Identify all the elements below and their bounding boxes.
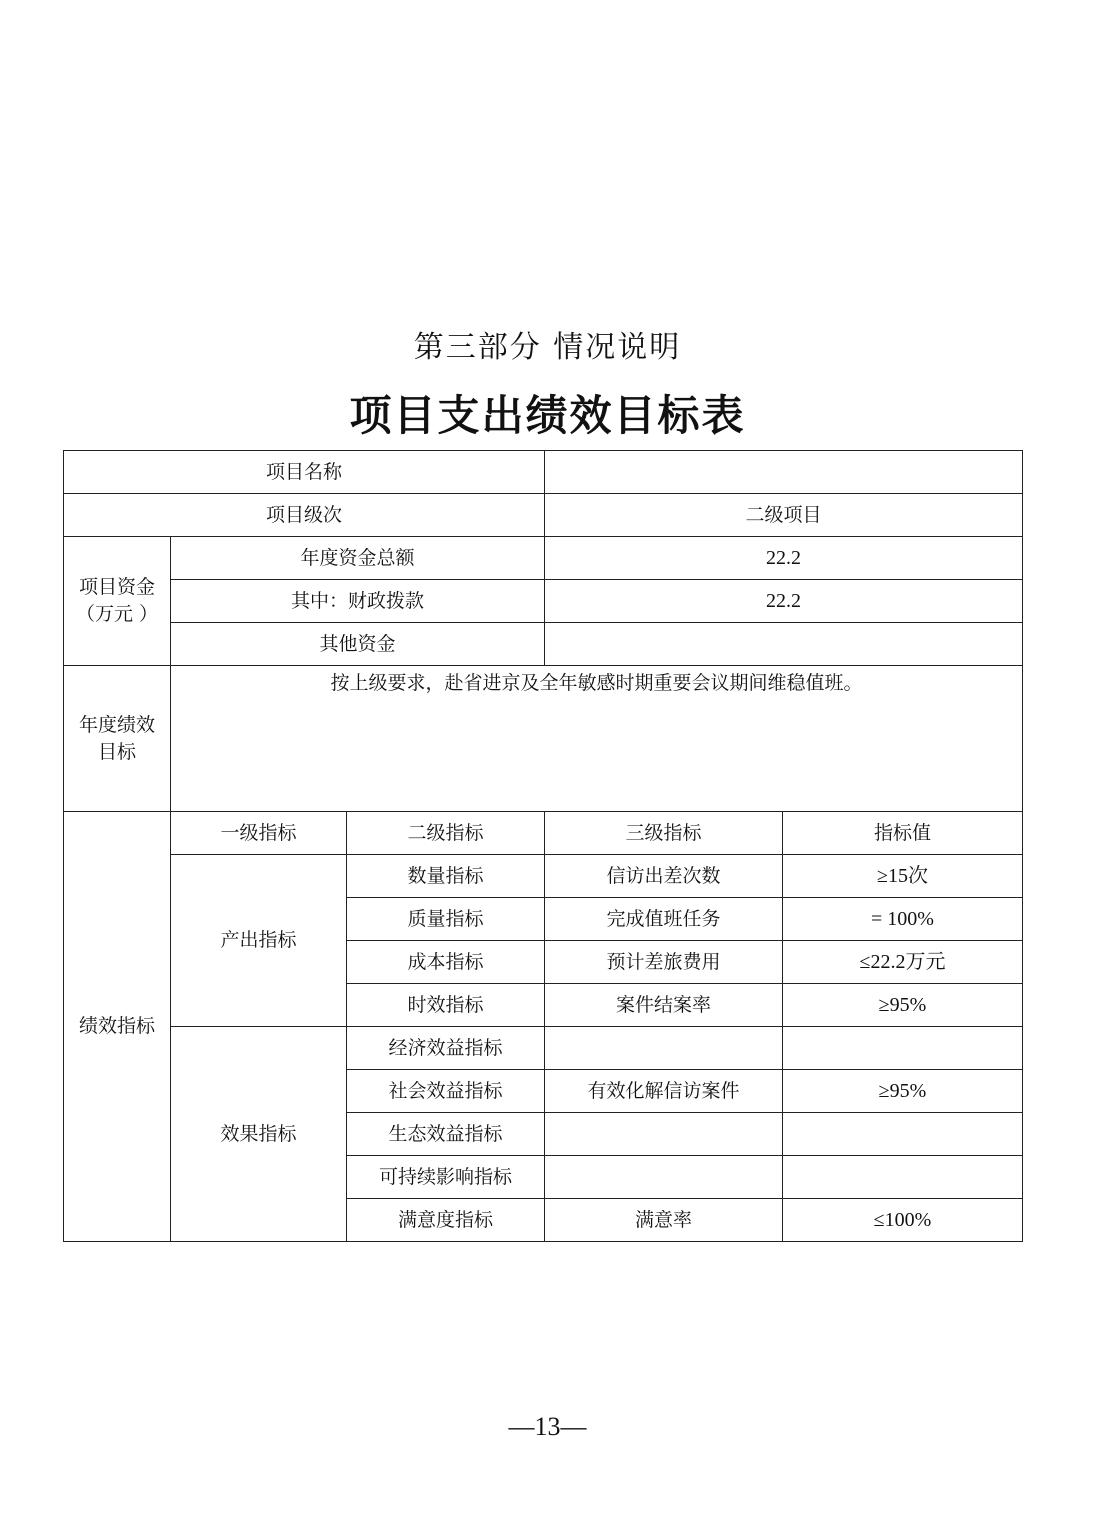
indicator-value	[783, 1113, 1023, 1156]
section-title: 第三部分 情况说明	[413, 330, 682, 365]
table-row	[64, 855, 1023, 898]
annual-goal-text: 按上级要求，赴省进京及全年敏感时期重要会议期间维稳值班。	[171, 666, 1023, 812]
funds-fiscal-label: 其中：财政拨款	[171, 580, 545, 623]
indicator-value: ≥95%	[783, 984, 1023, 1027]
indicator-level3: 信访出差次数	[545, 855, 783, 898]
indicator-level2: 可持续影响指标	[347, 1156, 545, 1199]
indicator-level3: 预计差旅费用	[545, 941, 783, 984]
indicator-level3	[545, 1113, 783, 1156]
funds-other-value	[545, 623, 1023, 666]
table-row	[64, 666, 1023, 812]
table-row	[64, 451, 1023, 494]
funds-fiscal-value: 22.2	[545, 580, 1023, 623]
indicator-value: ≤22.2万元	[783, 941, 1023, 984]
header-level2: 二级指标	[347, 812, 545, 855]
indicator-level2: 满意度指标	[347, 1199, 545, 1242]
table-row	[64, 580, 1023, 623]
project-name-value	[545, 451, 1023, 494]
funds-total-value: 22.2	[545, 537, 1023, 580]
indicator-level2: 质量指标	[347, 898, 545, 941]
indicator-value	[783, 1027, 1023, 1070]
indicator-level3: 有效化解信访案件	[545, 1070, 783, 1113]
table-row	[64, 537, 1023, 580]
header-value: 指标值	[783, 812, 1023, 855]
table-row	[64, 1027, 1023, 1070]
table-row	[64, 812, 1023, 855]
header-level3: 三级指标	[545, 812, 783, 855]
indicator-level3	[545, 1027, 783, 1070]
project-level-label: 项目级次	[64, 494, 545, 537]
effect-group-label: 效果指标	[171, 1027, 347, 1242]
table-row	[64, 494, 1023, 537]
indicator-level2: 经济效益指标	[347, 1027, 545, 1070]
indicator-value: = 100%	[783, 898, 1023, 941]
output-group-label: 产出指标	[171, 855, 347, 1027]
project-name-label: 项目名称	[64, 451, 545, 494]
indicator-level2: 生态效益指标	[347, 1113, 545, 1156]
indicator-value: ≤100%	[783, 1199, 1023, 1242]
indicator-value: ≥15次	[783, 855, 1023, 898]
indicator-value: ≥95%	[783, 1070, 1023, 1113]
funds-label: 项目资金 （万元 ）	[64, 537, 171, 666]
indicator-level3: 满意率	[545, 1199, 783, 1242]
indicator-level2: 数量指标	[347, 855, 545, 898]
table-row	[64, 623, 1023, 666]
performance-target-table	[63, 450, 1023, 1242]
project-level-value: 二级项目	[545, 494, 1023, 537]
indicators-label: 绩效指标	[64, 812, 171, 1242]
funds-other-label: 其他资金	[171, 623, 545, 666]
indicator-level2: 成本指标	[347, 941, 545, 984]
indicator-level2: 时效指标	[347, 984, 545, 1027]
header-level1: 一级指标	[171, 812, 347, 855]
indicator-level3: 案件结案率	[545, 984, 783, 1027]
page-number: —13—	[508, 1412, 587, 1441]
indicator-level3	[545, 1156, 783, 1199]
funds-total-label: 年度资金总额	[171, 537, 545, 580]
annual-goal-label: 年度绩效 目标	[64, 666, 171, 812]
indicator-level3: 完成值班任务	[545, 898, 783, 941]
indicator-level2: 社会效益指标	[347, 1070, 545, 1113]
indicator-value	[783, 1156, 1023, 1199]
document-title: 项目支出绩效目标表	[349, 391, 746, 440]
